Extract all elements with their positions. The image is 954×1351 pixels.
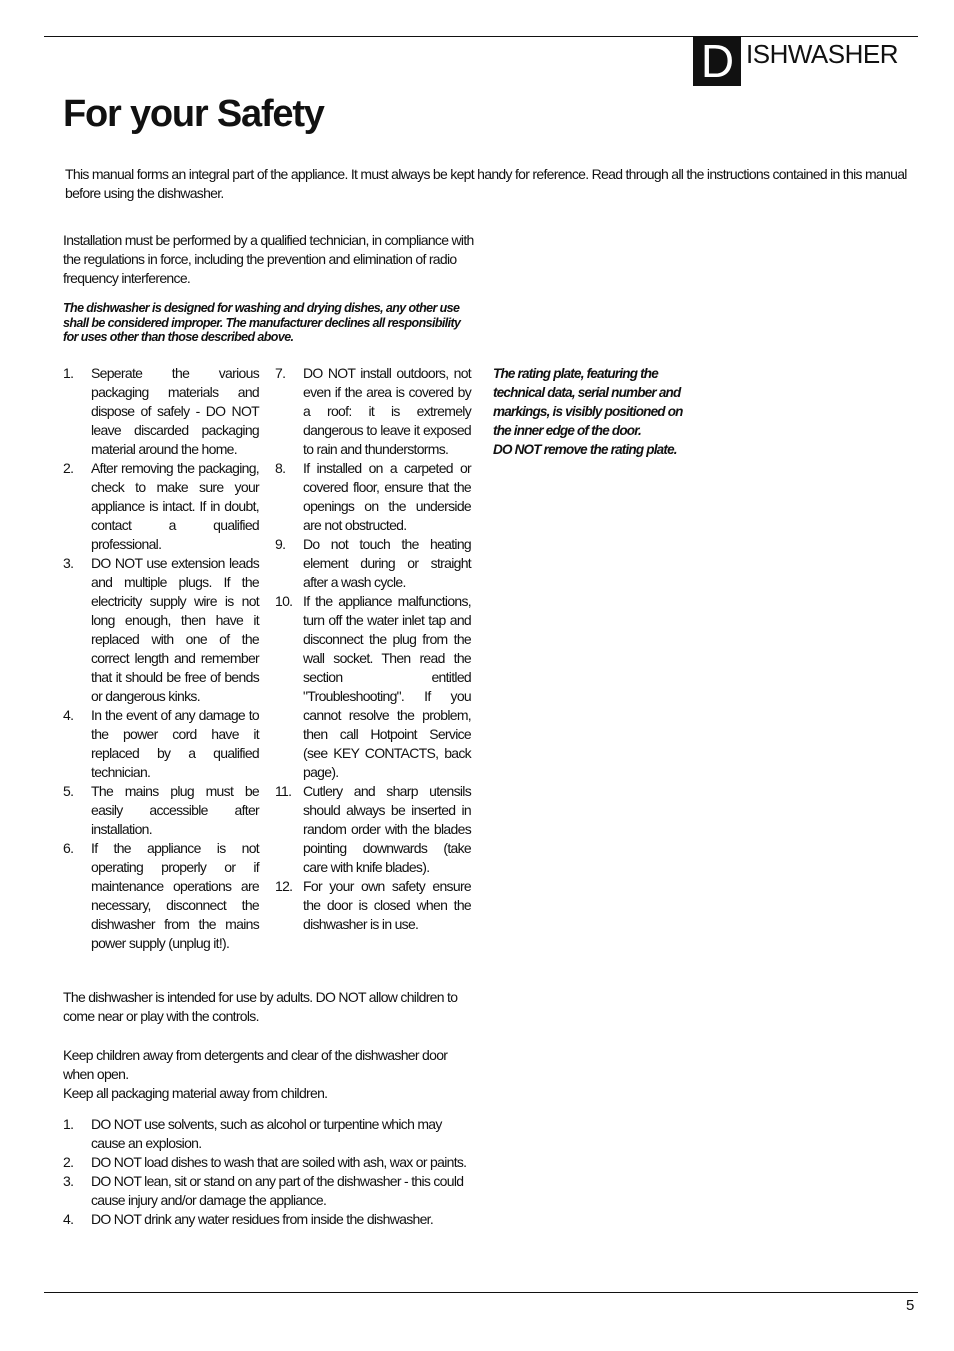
page-title: For your Safety: [63, 93, 324, 135]
list-text: The mains plug must be easily accessible after installation.: [91, 783, 259, 837]
list-item: [63, 706, 259, 782]
rating-plate-notice: [493, 364, 693, 459]
list-number: 12.: [275, 878, 293, 894]
intro-paragraph: This manual forms an integral part of the appliance. It must always be kept handy for reference. Read through all the instructions contained in this manual before using the dishwasher.: [65, 166, 907, 201]
list-number: 1.: [63, 365, 74, 381]
safety-list-left: [63, 364, 259, 953]
list-number: 8.: [275, 460, 286, 476]
bottom-divider: [44, 1292, 918, 1293]
do-not-list: [63, 1115, 475, 1229]
list-item: [275, 535, 471, 592]
children-paragraph: [63, 1046, 475, 1103]
list-item: [63, 1210, 475, 1229]
top-divider: [44, 36, 918, 37]
list-item: [275, 592, 471, 782]
rating-plate-text: The rating plate, featuring the technical data, serial number and markings, is visibly positioned on the inner edge of the door.: [493, 366, 683, 438]
list-number: 10.: [275, 593, 293, 609]
list-number: 9.: [275, 536, 286, 552]
list-number: 11.: [275, 783, 292, 799]
list-number: 6.: [63, 840, 74, 856]
list-item: [63, 839, 259, 953]
list-number: 7.: [275, 365, 286, 381]
list-item: [275, 459, 471, 535]
list-item: [63, 459, 259, 554]
list-number: 2.: [63, 1154, 74, 1170]
list-number: 2.: [63, 460, 74, 476]
list-text: In the event of any damage to the power cord have it replaced by a qualified technician.: [91, 707, 259, 780]
packaging-text: Keep all packaging material away from children.: [63, 1085, 328, 1101]
list-text: DO NOT use solvents, such as alcohol or turpentine which may cause an explosion.: [91, 1116, 442, 1151]
list-item: [63, 1153, 475, 1172]
list-text: Seperate the various packaging materials and dispose of safely - DO NOT leave discarded packaging material around the home.: [91, 365, 259, 457]
list-text: If installed on a carpeted or covered floor, ensure that the openings on the underside are not obstructed.: [303, 460, 471, 533]
list-text: If the appliance malfunctions, turn off the water inlet tap and disconnect the plug from the wall socket. Then read the section entitled "Troubleshooting". If you cannot resolve the problem, then call Hotpoint Service (see KEY CONTACTS, back page).: [303, 593, 471, 780]
list-item: [63, 554, 259, 706]
list-number: 4.: [63, 1211, 74, 1227]
purpose-notice: The dishwasher is designed for washing and drying dishes, any other use shall be considered improper. The manufacturer declines all responsibility for uses other than those described above.: [63, 301, 461, 344]
page-number: 5: [906, 1297, 915, 1314]
list-text: DO NOT use extension leads and multiple plugs. If the electricity supply wire is not long enough, then have it replaced with one of the correct length and remember that it should be free of bends or dangerous kinks.: [91, 555, 259, 704]
section-heading: ISHWASHER: [746, 39, 898, 69]
list-item: [275, 782, 471, 877]
list-item: [63, 1115, 475, 1153]
rating-plate-warning: DO NOT remove the rating plate.: [493, 442, 677, 457]
list-item: [63, 364, 259, 459]
installation-paragraph: Installation must be performed by a qualified technician, in compliance with the regulations in force, including the prevention and elimination of radio frequency interference.: [63, 232, 474, 286]
children-text: Keep children away from detergents and clear of the dishwasher door when open.: [63, 1047, 448, 1082]
list-text: Cutlery and sharp utensils should always be inserted in random order with the blades pointing downwards (take care with knife blades).: [303, 783, 471, 875]
list-text: DO NOT drink any water residues from inside the dishwasher.: [91, 1211, 434, 1227]
list-number: 1.: [63, 1116, 74, 1132]
list-text: DO NOT load dishes to wash that are soiled with ash, wax or paints.: [91, 1154, 467, 1170]
list-text: Do not touch the heating element during or straight after a wash cycle.: [303, 536, 471, 590]
list-text: DO NOT install outdoors, not even if the area is covered by a roof: it is extremely dangerous to leave it exposed to rain and thunderstorms.: [303, 365, 471, 457]
list-number: 3.: [63, 555, 74, 571]
list-item: [63, 1172, 475, 1210]
list-item: [275, 877, 471, 934]
list-item: [63, 782, 259, 839]
list-number: 4.: [63, 707, 74, 723]
list-number: 3.: [63, 1173, 74, 1189]
list-text: If the appliance is not operating properly or if maintenance operations are necessary, disconnect the dishwasher from the mains power supply (unplug it!).: [91, 840, 259, 951]
list-number: 5.: [63, 783, 74, 799]
list-text: DO NOT lean, sit or stand on any part of the dishwasher - this could cause injury and/or damage the appliance.: [91, 1173, 464, 1208]
safety-list-right: [275, 364, 471, 934]
adults-paragraph: The dishwasher is intended for use by adults. DO NOT allow children to come near or play with the controls.: [63, 989, 458, 1024]
list-text: After removing the packaging, check to make sure your appliance is intact. If in doubt, contact a qualified professional.: [91, 460, 259, 552]
list-item: [275, 364, 471, 459]
section-initial-box: D: [693, 37, 741, 86]
list-text: For your own safety ensure the door is closed when the dishwasher is in use.: [303, 878, 471, 932]
